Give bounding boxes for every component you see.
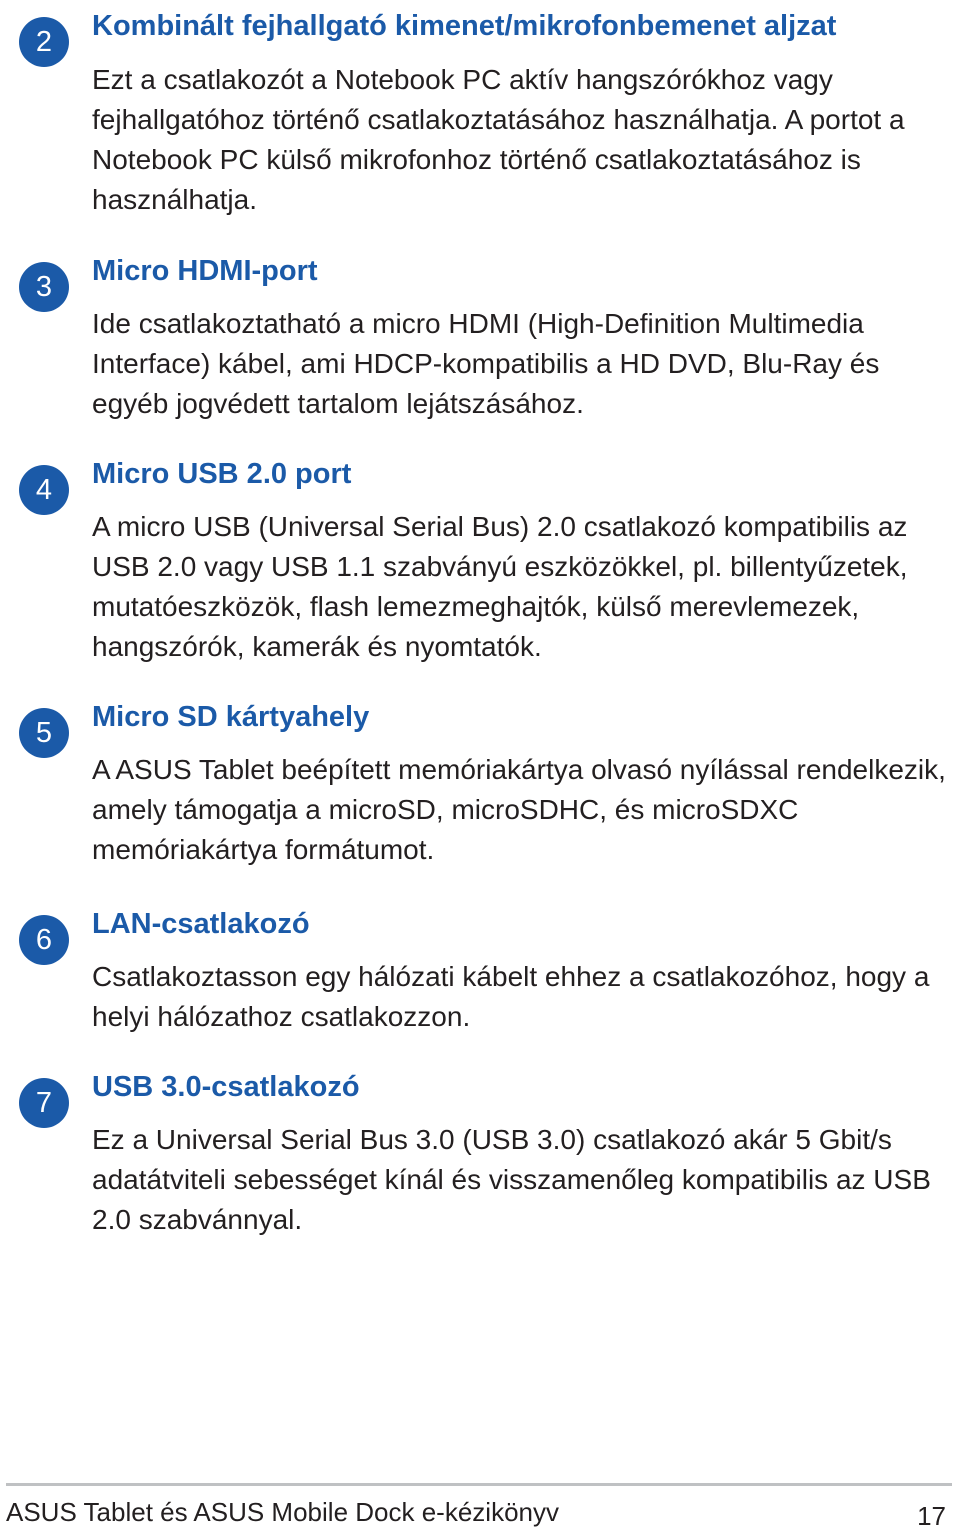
footer-page-number: 17: [917, 1501, 946, 1531]
footer-manual-title: ASUS Tablet és ASUS Mobile Dock e-kézikönyv: [6, 1497, 559, 1527]
item-description: A ASUS Tablet beépített memóriakártya olvasó nyílással rendelkezik, amely támogatja a microSD, microSDHC, és microSDXC memóriakártya formátumot.: [92, 754, 946, 865]
item-heading: Kombinált fejhallgató kimenet/mikrofonbemenet aljzat: [92, 10, 837, 42]
item-description: Ez a Universal Serial Bus 3.0 (USB 3.0) csatlakozó akár 5 Gbit/s adatátviteli sebességet kínál és visszamenőleg kompatibilis az USB 2.0 szabvánnyal.: [92, 1124, 931, 1235]
item-number-badge: 7: [19, 1078, 69, 1128]
item-description: Ezt a csatlakozót a Notebook PC aktív hangszórókhoz vagy fejhallgatóhoz történő csatlakoztatásához használhatja. A portot a Notebook PC külső mikrofonhoz történő csatlakoztatásához is használhatja.: [92, 64, 905, 215]
item-description: Ide csatlakoztatható a micro HDMI (High-Definition Multimedia Interface) kábel, ami HDCP-kompatibilis a HD DVD, Blu-Ray és egyéb jogvédett tartalom lejátszásához.: [92, 308, 880, 419]
item-number-badge: 5: [19, 708, 69, 758]
item-description: Csatlakoztasson egy hálózati kábelt ehhez a csatlakozóhoz, hogy a helyi hálózathoz csatlakozzon.: [92, 961, 930, 1032]
item-heading: Micro USB 2.0 port: [92, 458, 352, 490]
item-heading: USB 3.0-csatlakozó: [92, 1071, 360, 1103]
item-number-badge: 4: [19, 465, 69, 515]
item-description: A micro USB (Universal Serial Bus) 2.0 csatlakozó kompatibilis az USB 2.0 vagy USB 1.1 szabványú eszközökkel, pl. billentyűzetek, mutatóeszközök, flash lemezmeghajtók, külső merevlemezek, hangszórók, kamerák és nyomtatók.: [92, 511, 908, 662]
item-number-badge: 3: [19, 262, 69, 312]
item-number-badge: 2: [19, 17, 69, 67]
item-heading: Micro SD kártyahely: [92, 701, 370, 733]
footer-divider: [6, 1483, 952, 1486]
item-heading: Micro HDMI-port: [92, 255, 318, 287]
item-heading: LAN-csatlakozó: [92, 908, 310, 940]
item-number-badge: 6: [19, 915, 69, 965]
